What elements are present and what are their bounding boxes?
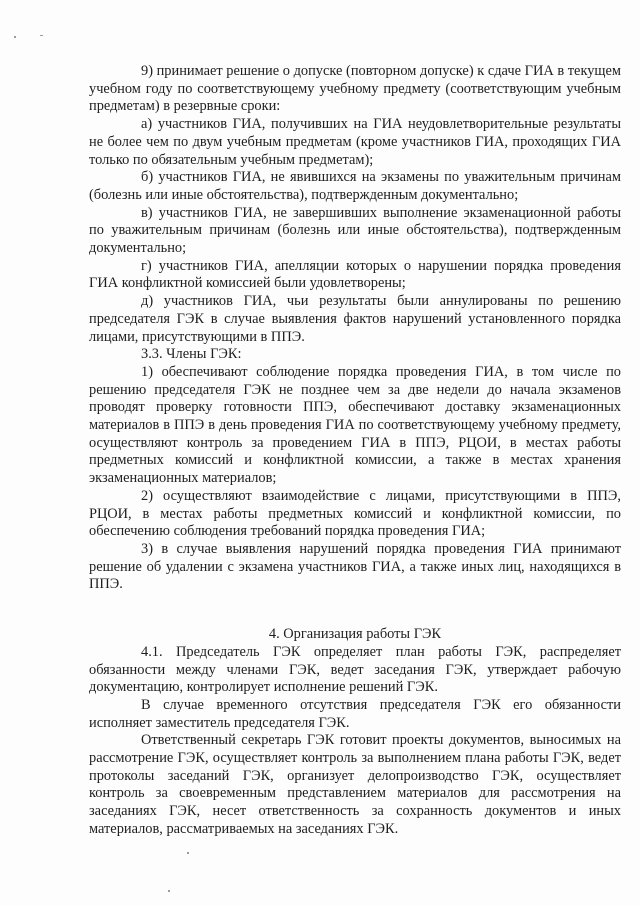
section-3-3-heading: 3.3. Члены ГЭК: [141, 346, 242, 363]
paragraph-item-9v: в) участников ГИА, не завершивших выполнение экзаменационной работы по уважительным причинам (болезнь или иные обстоятельства), подтвержденным документально; [89, 204, 621, 257]
paragraph-3-3-item-2: 2) осуществляют взаимодействие с лицами, присутствующими в ППЭ, РЦОИ, в местах работы предметных комиссий и конфликтной комиссии, по обеспечению соблюдения требований порядка проведения ГИА; [89, 487, 621, 540]
paragraph-item-9a: а) участников ГИА, получивших на ГИА неудовлетворительные результаты не более чем по двум учебным предметам (кроме участников ГИА, проходящих ГИА только по обязательным учебным предметам); [89, 116, 621, 168]
scan-speck [40, 35, 43, 36]
scan-speck [14, 36, 16, 38]
paragraph-4-1-absence: В случае временного отсутствия председателя ГЭК его обязанности исполняет заместитель председателя ГЭК. [89, 696, 621, 731]
paragraph-item-9g: г) участников ГИА, апелляции которых о нарушении порядка проведения ГИА конфликтной комиссией были удовлетворены; [89, 257, 621, 292]
scan-speck [168, 890, 170, 892]
paragraph-item-9: 9) принимает решение о допуске (повторном допуске) к сдаче ГИА в текущем учебном году по соответствующему учебному предмету (соответствующим учебным предметам) в резервные сроки: [89, 63, 621, 115]
paragraph-item-9b: б) участников ГИА, не явившихся на экзамены по уважительным причинам (болезнь или иные обстоятельства), подтвержденным документально; [89, 169, 621, 203]
paragraph-item-9d: д) участников ГИА, чьи результаты были аннулированы по решению председателя ГЭК в случае выявления фактов нарушений установленного порядка лицами, присутствующими в ППЭ. [89, 293, 621, 345]
paragraph-4-1-secretary: Ответственный секретарь ГЭК готовит проекты документов, выносимых на рассмотрение ГЭК, осуществляет контроль за выполнением плана работы ГЭК, ведет протоколы заседаний ГЭК, организует делопроизводство ГЭК, осуществляет контроль за своевременным представлением материалов для рассмотрения на заседаниях ГЭК, несет ответственность за сохранность документов и иных материалов, рассматриваемых на заседаниях ГЭК. [89, 732, 621, 837]
section-4-heading: 4. Организация работы ГЭК [268, 626, 442, 643]
paragraph-3-3-item-1: 1) обеспечивают соблюдение порядка проведения ГИА, в том числе по решению председателя ГЭК не позднее чем за две недели до начала экзаменов проводят проверку готовности ППЭ, обеспечивают доставку экзаменационных материалов в ППЭ в день проведения ГИА по соответствующему учебному предмету, осуществляют контроль за проведением ГИА в ППЭ, РЦОИ, в местах работы предметных комиссий и конфликтной комиссии, а также в местах хранения экзаменационных материалов; [89, 363, 621, 487]
scan-speck [187, 852, 189, 854]
paragraph-4-1: 4.1. Председатель ГЭК определяет план работы ГЭК, распределяет обязанности между членами ГЭК, ведет заседания ГЭК, утверждает рабочую документацию, контролирует исполнение решений ГЭК. [89, 643, 621, 696]
paragraph-3-3-item-3: 3) в случае выявления нарушений порядка проведения ГИА принимают решение об удалении с экзамена участников ГИА, а также иных лиц, находящихся в ППЭ. [89, 540, 621, 593]
document-body [89, 63, 621, 839]
